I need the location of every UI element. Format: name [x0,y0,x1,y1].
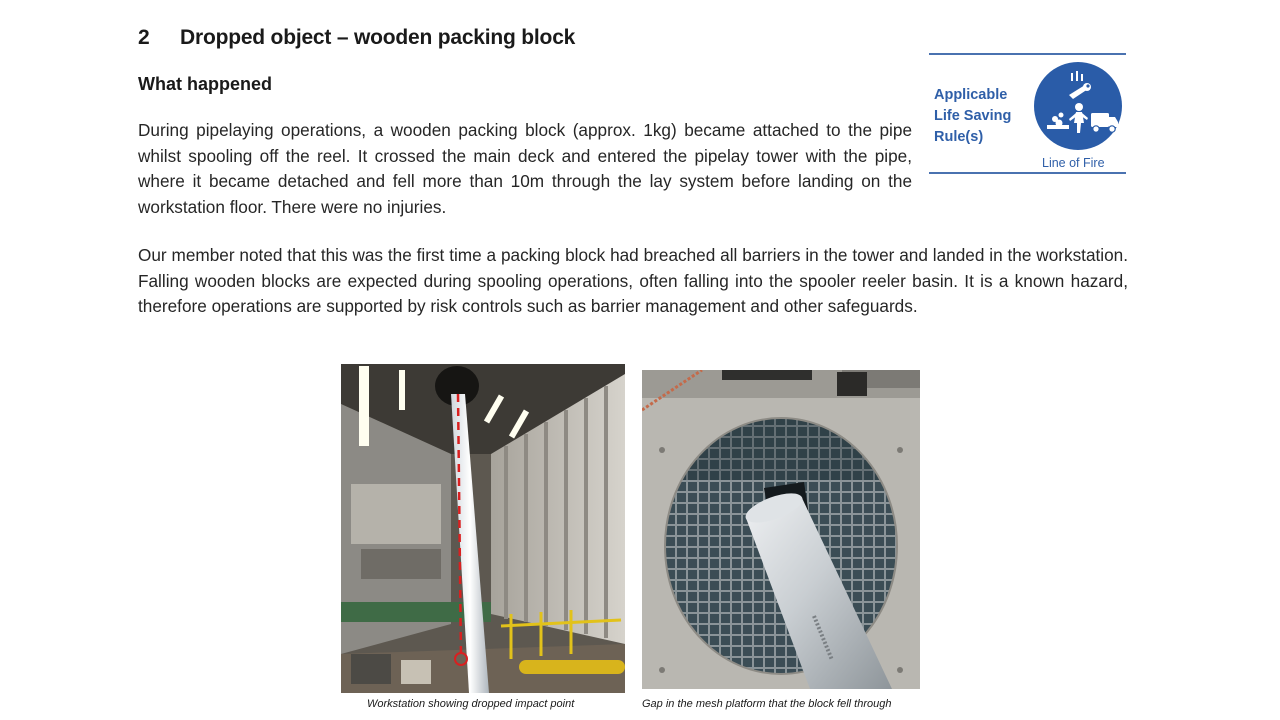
lsr-label-line: Life Saving [934,108,1012,124]
figure-caption-2: Gap in the mesh platform that the block fell through [642,698,892,710]
life-saving-rules-box [929,53,1126,174]
section-title: Dropped object – wooden packing block [180,26,576,49]
section-heading [138,26,575,50]
mesh-platform-photo [642,370,920,689]
section-number: 2 [138,26,150,49]
lsr-rule-name: Line of Fire [1042,156,1105,170]
lsr-label-line: Applicable [934,87,1008,103]
figure-caption-1: Workstation showing dropped impact point [367,698,575,710]
lsr-label [934,85,1011,148]
paragraph-1: During pipelaying operations, a wooden packing block (approx. 1kg) became attached to the pipe whilst spooling off the reel. It crossed the main deck and entered the pipelay tower with the pipe, where it became detached and fell more than 10m through the lay system before landing on the workstation floor. There were no injuries. [138,120,912,217]
lsr-label-line: Rule(s) [934,129,984,145]
subheading: What happened [138,74,272,94]
line-of-fire-icon [1033,61,1123,151]
paragraph-2: Our member noted that this was the first time a packing block had breached all barriers in the tower and landed in the workstation. Falling wooden blocks are expected during spooling operations, often falling into the spooler reeler basin. It is a known hazard, therefore operations are supported by risk controls such as barrier management and other safeguards. [138,245,1128,316]
workstation-photo [341,364,625,693]
